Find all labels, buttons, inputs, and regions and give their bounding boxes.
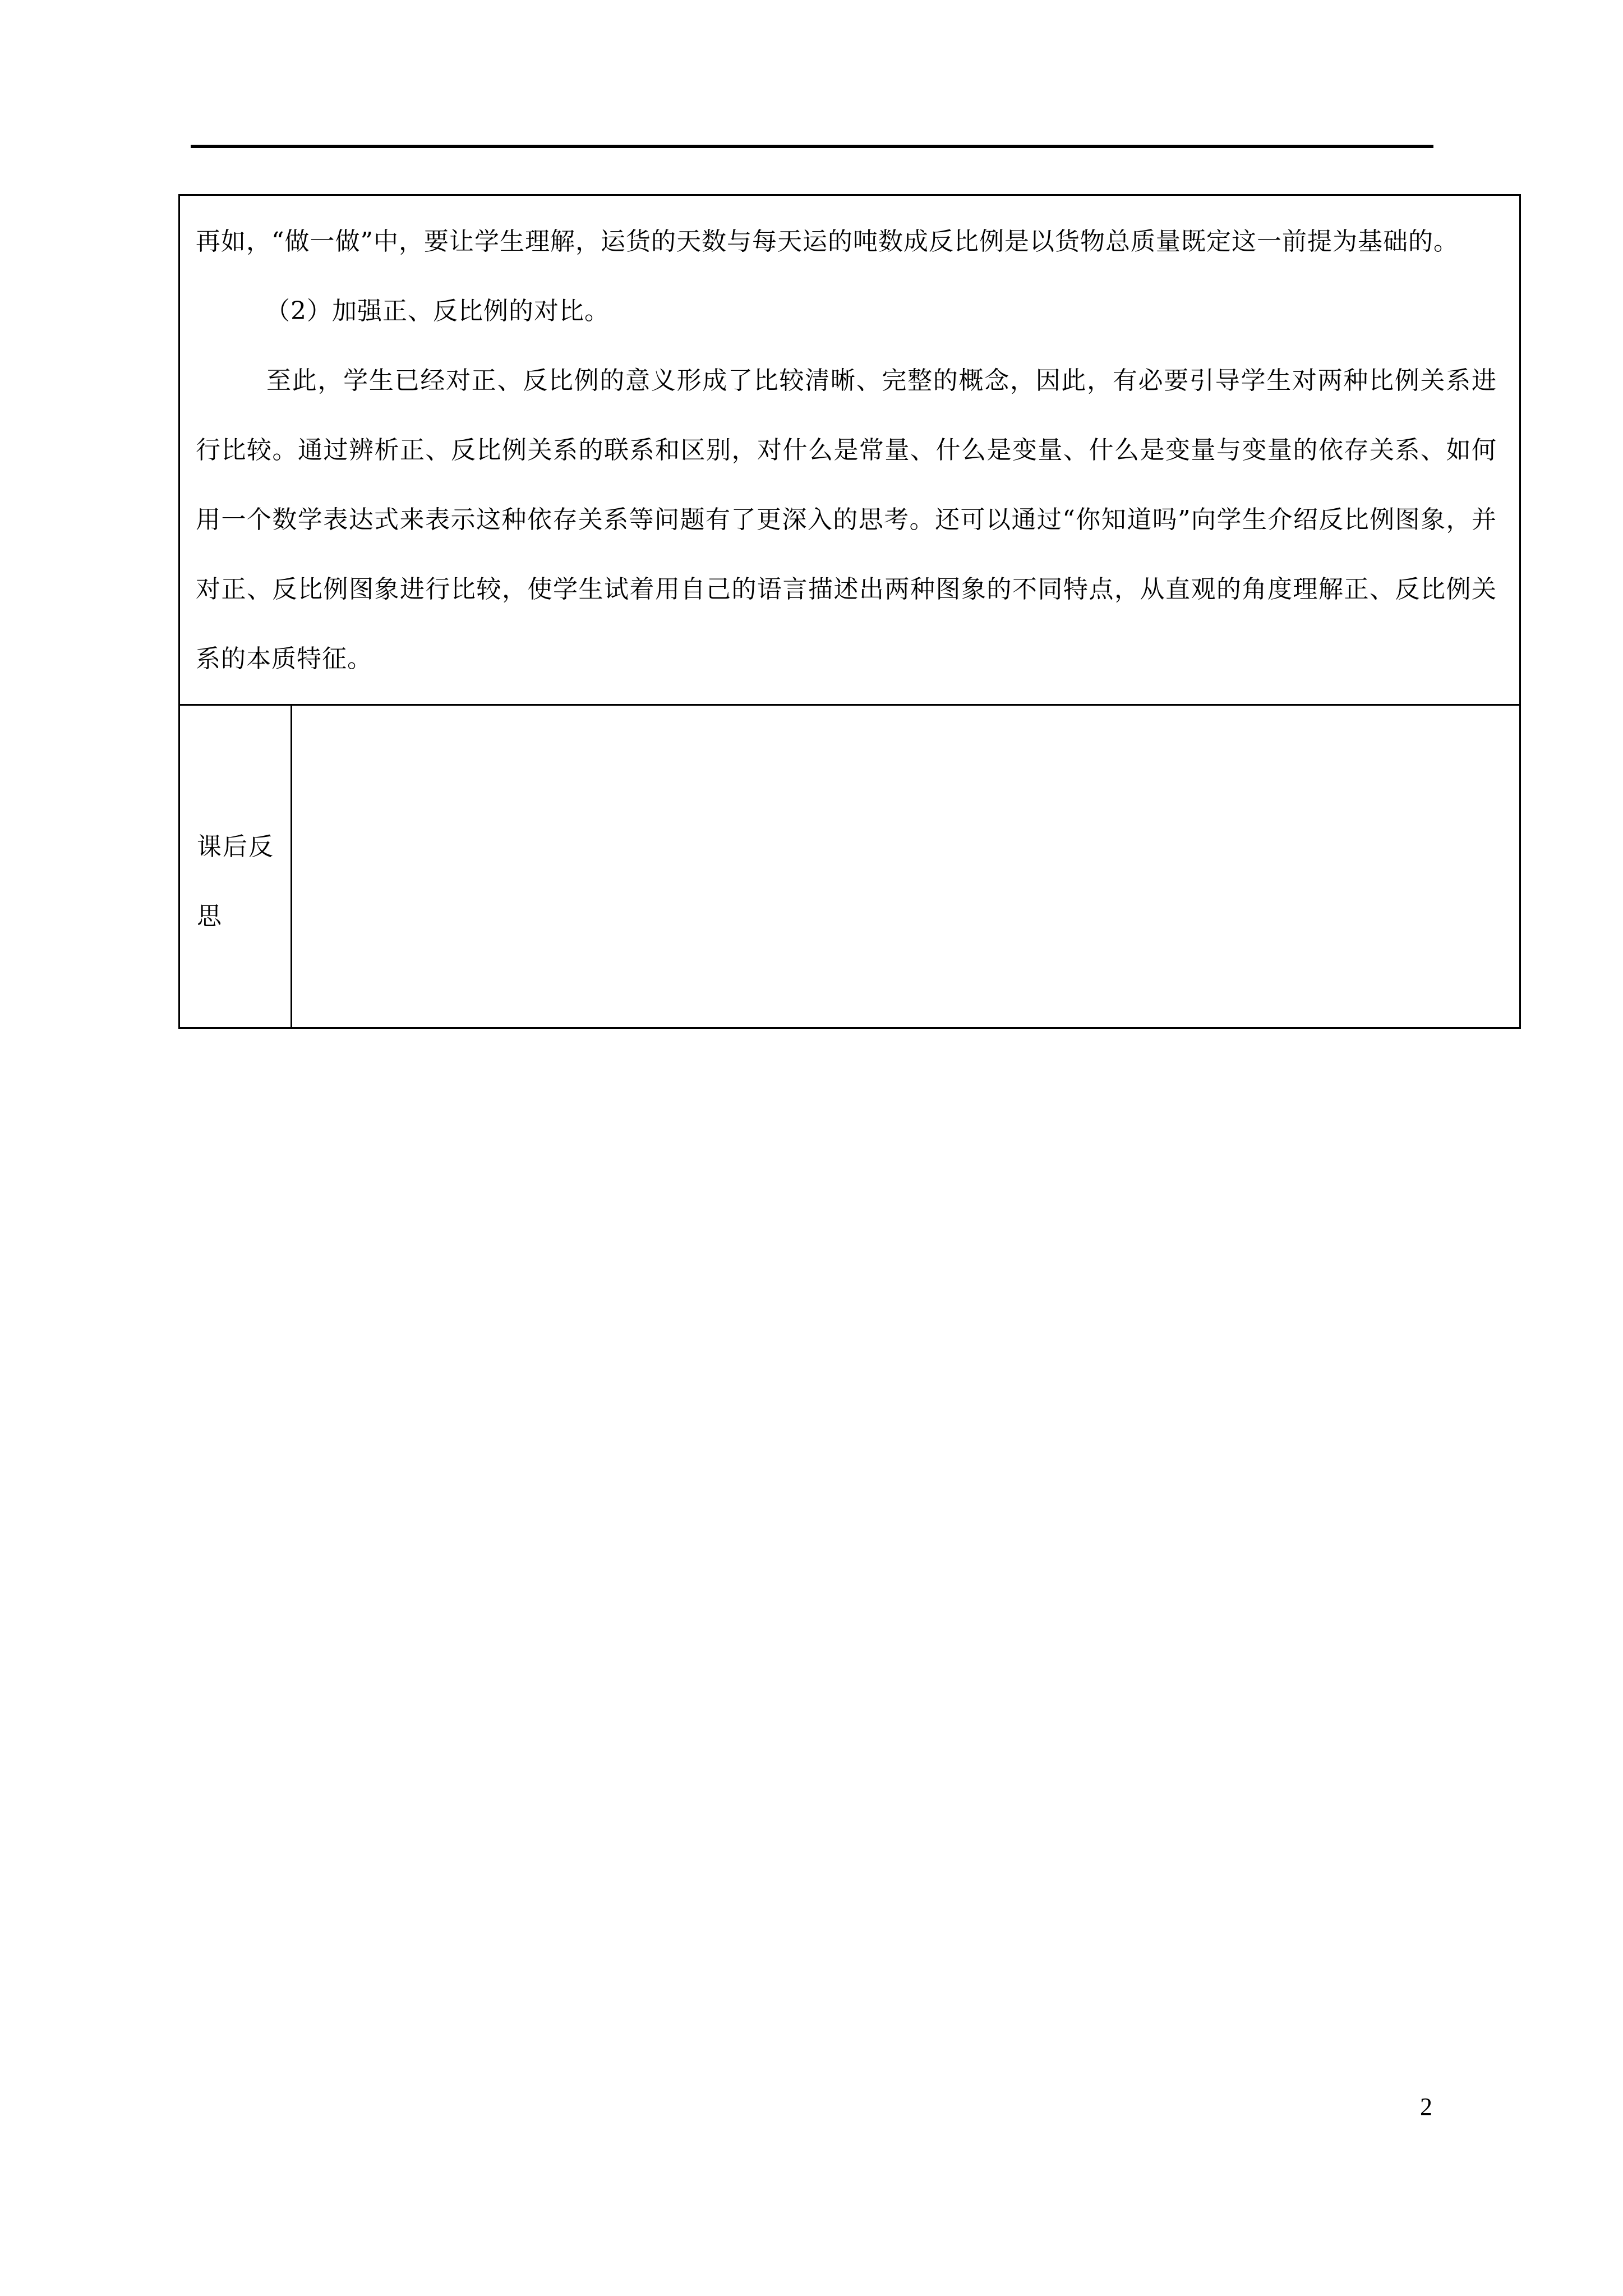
reflection-row	[180, 706, 1519, 1027]
content-paragraph: （2）加强正、反比例的对比。	[265, 297, 610, 325]
content-paragraph: 再如，“做一做”中，要让学生理解，运货的天数与每天运的吨数成反比例是以货物总质量既定这一前提为基础的。	[196, 227, 1459, 256]
reflection-content-cell	[292, 706, 1519, 1027]
content-row	[180, 196, 1519, 706]
reflection-label-cell	[180, 706, 292, 1027]
content-paragraph: 至此，学生已经对正、反比例的意义形成了比较清晰、完整的概念，因此，有必要引导学生对两种比例关系进行比较。通过辨析正、反比例关系的联系和区别，对什么是常量、什么是变量、什么是变量与变量的依存关系、如何用一个数学表达式来表示这种依存关系等问题有了更深入的思考。还可以通过“你知道吗”向学生介绍反比例图象，并对正、反比例图象进行比较，使学生试着用自己的语言描述出两种图象的不同特点，从直观的角度理解正、反比例关系的本质特征。	[196, 366, 1497, 673]
lesson-table	[178, 194, 1521, 1029]
header-rule	[191, 145, 1433, 148]
page-number: 2	[1420, 2093, 1432, 2120]
reflection-label: 课后反思	[197, 832, 274, 931]
